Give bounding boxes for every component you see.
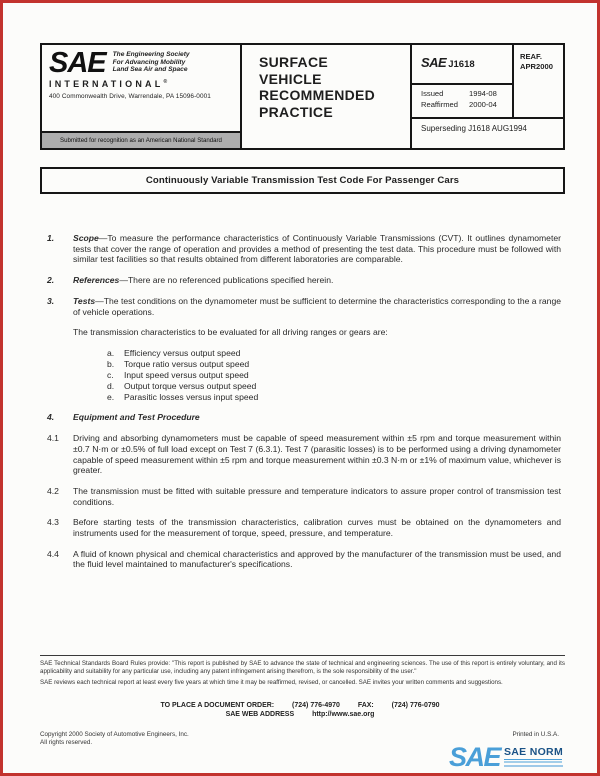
section-number: 1. [47,233,55,243]
international-label: INTERNATIONAL® [49,79,168,89]
sae-logo: SAE [49,47,106,79]
subsection-text: A fluid of known physical and chemical characteristics and approved by the manufacturer of the transmission must be used, and the fluid level maintained to manufacturer's specifications. [73,548,561,570]
sae-norm-logo [448,742,563,772]
document-type-line: PRACTICE [259,103,333,120]
web-address-line: SAE WEB ADDRESS http://www.sae.org [225,711,375,718]
logo-tagline: For Advancing Mobility [112,58,186,66]
logo-taglines [113,50,190,74]
list-item: a. Efficiency versus output speed [107,347,241,358]
reaf-date: APR2000 [520,62,553,71]
document-title: Continuously Variable Transmission Test Code For Passenger Cars [40,167,565,194]
legal-paragraph: SAE Technical Standards Board Rules provide: "This report is published by SAE to advance the state of technical and engineering sciences. The use of this report is entirely voluntary, and its applicability and suitability for any particular use, including any patent infringement arising therefrom, is the sole responsibility of the user." [40,660,565,675]
section-heading: Equipment and Test Procedure [73,412,200,423]
fax-phone: (724) 776-0790 [391,702,440,709]
subsection-text: Driving and absorbing dynamometers must be capable of speed measurement within ±5 rpm and torque measurement within ±0.7 N·m or ±0.5% of full load except on Test 7 (6.3.1). Test 7 (parasitic losses) is to be performed using a driving dynamometer capable of speed measurement within ±5 rpm and torque measurement within ±0.3 N·m or ±1% of maximum value, whichever is greater. [73,433,561,476]
list-item: d. Output torque versus output speed [107,380,257,391]
legal-paragraph: SAE reviews each technical report at least every five years at which time it may be reaffirmed, revised, or cancelled. SAE invites your written comments and suggestions. [40,678,503,686]
characteristics-list [107,348,561,403]
issued-label: Issued [421,89,444,98]
printed-in: Printed in U.S.A. [512,731,559,738]
web-url: http://www.sae.org [312,711,375,718]
section-text: Tests—The test conditions on the dynamometer must be sufficient to determine the characteristics corresponding to the a range of vehicle operations. [73,295,561,317]
publisher-address: 400 Commonwealth Drive, Warrendale, PA 15096-0001 [49,93,211,100]
sae-logo-block [42,45,242,131]
subsection-number: 4.3 [47,517,59,528]
list-item: e. Parasitic losses versus input speed [107,391,259,402]
reaffirmation-box [512,45,563,117]
section-text: References—There are no referenced publications specified herein. [73,275,334,286]
subsection-number: 4.1 [47,433,59,444]
sae-norm-logo-glyph: SAE [448,742,500,772]
reaffirmed-label: Reaffirmed [421,99,459,109]
footer-divider [40,655,565,656]
superseding-note: Superseding J1618 AUG1994 [412,117,563,148]
logo-tagline: The Engineering Society [112,51,190,58]
document-type-line: VEHICLE [259,70,322,87]
document-header [40,43,565,150]
sae-norm-bars-icon [504,759,562,764]
ansi-recognition-bar: Submitted for recognition as an American National Standard [42,131,242,148]
document-meta [412,45,563,148]
tests-intro: The transmission characteristics to be evaluated for all driving ranges or gears are: [73,327,388,338]
subsection-4-3 [47,517,561,538]
list-item: c. Input speed versus output speed [107,369,249,380]
reaf-label: REAF. [520,52,542,61]
section-tests [47,296,561,317]
subsection-4-1 [47,433,561,476]
document-body [47,233,561,580]
reaffirmed-date: 2000-04 [469,99,497,109]
section-number: 3. [47,295,55,306]
subsection-number: 4.4 [47,548,59,559]
sae-logo-small: SAE [421,55,447,70]
issued-date: 1994-08 [469,89,497,98]
legal-notice [40,660,565,686]
section-number: 4. [47,412,55,423]
section-number: 2. [47,275,55,286]
document-number [412,45,512,85]
issue-dates [412,85,512,117]
registered-mark-icon: ® [163,79,168,85]
logo-tagline: Land Sea Air and Space [112,66,188,74]
subsection-text: Before starting tests of the transmission characteristics, calibration curves must be obtained on the dynamometers and instruments used for the measurement of torque, speed, pressure, and temperature. [73,517,561,539]
document-type-line: SURFACE [259,54,328,70]
sae-norm-underline [504,765,563,767]
section-references [47,275,561,286]
document-type [242,45,412,148]
document-type-line: RECOMMENDED [259,87,376,103]
order-info [3,701,597,719]
subsection-4-2 [47,486,561,507]
copyright-notice: Copyright 2000 Society of Automotive Engineers, Inc. All rights reserved. [40,731,189,747]
section-equipment [47,412,561,423]
sae-norm-label: SAE NORM [504,746,563,758]
order-phone: (724) 776-4970 [292,702,340,709]
document-number-value: J1618 [448,59,475,70]
subsection-text: The transmission must be fitted with suitable pressure and temperature indicators to assure proper control of transmission test conditions. [73,485,561,507]
section-text: Scope—To measure the performance characteristics of Continuously Variable Transmissions (CVT). It outlines dynamometer tests that cover the range of operation and provides a method of presenting the test data. This procedure must be followed with similar test facilities so that results obtained from different laboratories are comparable. [73,233,561,265]
subsection-number: 4.2 [47,485,59,496]
list-item: b. Torque ratio versus output speed [107,358,250,369]
section-scope [47,233,561,265]
subsection-4-4 [47,549,561,570]
order-line: TO PLACE A DOCUMENT ORDER: (724) 776-4970 FAX: (724) 776-0790 [160,702,440,709]
